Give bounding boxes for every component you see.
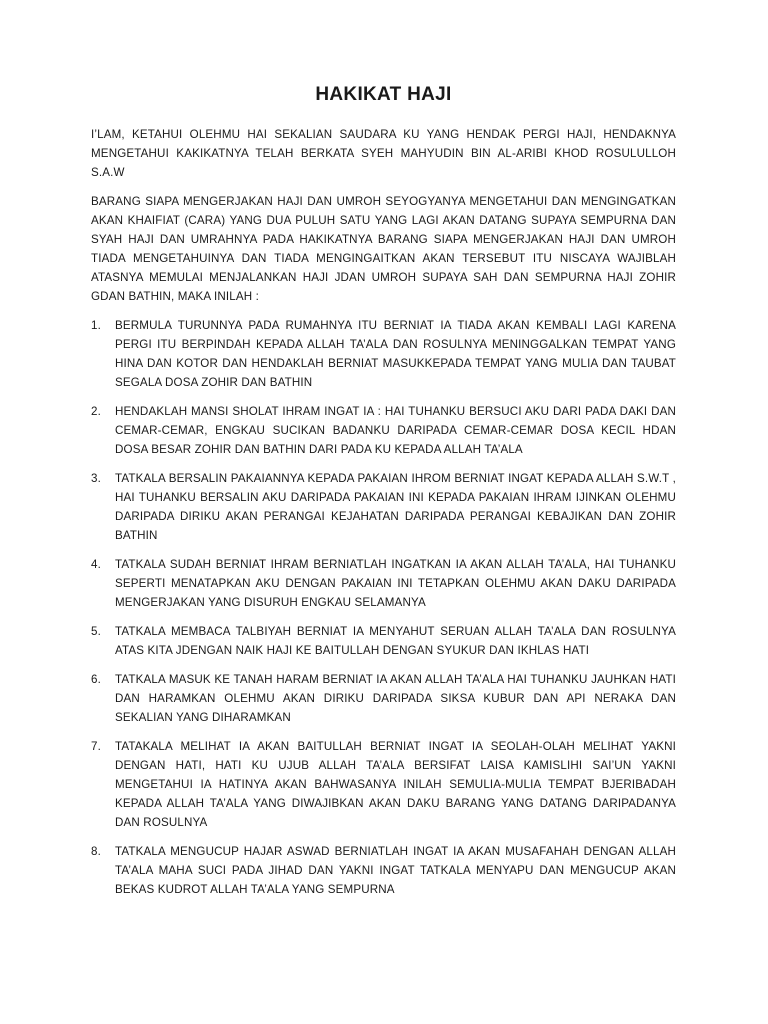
list-item xyxy=(91,670,676,727)
list-item-number: 7. xyxy=(91,740,101,753)
list-item-text: BERMULA TURUNNYA PADA RUMAHNYA ITU BERNIAT IA TIADA AKAN KEMBALI LAGI KARENA PERGI ITU BERPINDAH KEPADA ALLAH TA’ALA DAN ROSULNYA MENINGGALKAN TEMPAT YANG HINA DAN KOTOR DAN HENDAKLAH BERNIAT MASUKKEPADA TEMPAT YANG MULIA DAN TAUBAT SEGALA DOSA ZOHIR DAN BATHIN xyxy=(115,319,676,389)
list-item-number: 1. xyxy=(91,319,101,332)
list-item-text: TATKALA MEMBACA TALBIYAH BERNIAT IA MENYAHUT SERUAN ALLAH TA’ALA DAN ROSULNYA ATAS KITA JDENGAN NAIK HAJI KE BAITULLAH DENGAN SYUKUR DAN IKHLAS HATI xyxy=(115,625,676,657)
body-paragraph: BARANG SIAPA MENGERJAKAN HAJI DAN UMROH SEYOGYANYA MENGETAHUI DAN MENGINGATKAN AKAN KHAIFIAT (CARA) YANG DUA PULUH SATU YANG LAGI AKAN DATANG SUPAYA SEMPURNA DAN SYAH HAJI DAN UMRAHNYA PADA HAKIKATNYA BARANG SIAPA MENGERJAKAN HAJI DAN UMROH TIADA MENGETAHUINYA DAN TIADA MENGINGAITKAN AKAN TERSEBUT ITU NISCAYA WAJIBLAH ATASNYA MEMULAI MENJALANKAN HAJI JDAN UMROH SUPAYA SAH DAN SEMPURNA HAJI ZOHIR GDAN BATHIN, MAKA INILAH : xyxy=(91,195,676,303)
list-item-number: 5. xyxy=(91,625,101,638)
list-item-text: TATKALA SUDAH BERNIAT IHRAM BERNIATLAH INGATKAN IA AKAN ALLAH TA’ALA, HAI TUHANKU SEPERTI MENATAPKAN AKU DENGAN PAKAIAN INI TETAPKAN OLEHMU AKAN DAKU DARIPADA MENGERJAKAN YANG DISURUH ENGKAU SELAMANYA xyxy=(115,558,676,609)
list-item-number: 3. xyxy=(91,472,101,485)
list-item xyxy=(91,402,676,459)
list-item xyxy=(91,316,676,392)
list-item-text: TATAKALA MELIHAT IA AKAN BAITULLAH BERNIAT INGAT IA SEOLAH-OLAH MELIHAT YAKNI DENGAN HATI, HATI KU UJUB ALLAH TA’ALA BERSIFAT LAISA KAMISLIHI SAI’UN YAKNI MENGETAHUI IA HATINYA AKAN BAHWASANYA INILAH SEMULIA-MULIA TEMPAT BJERIBADAH KEPADA ALLAH TA’ALA YANG DIWAJIBKAN AKAN DAKU BARANG YANG DATANG DARIPADANYA DAN ROSULNYA xyxy=(115,740,676,829)
list-item xyxy=(91,842,676,899)
list-item-text: TATKALA MASUK KE TANAH HARAM BERNIAT IA AKAN ALLAH TA’ALA HAI TUHANKU JAUHKAN HATI DAN HARAMKAN OLEHMU AKAN DIRIKU DARIPADA SIKSA KUBUR DAN API NERAKA DAN SEKALIAN YANG DIHARAMKAN xyxy=(115,673,676,724)
list-item-number: 8. xyxy=(91,845,101,858)
list-item xyxy=(91,622,676,660)
list-item-number: 6. xyxy=(91,673,101,686)
list-item xyxy=(91,737,676,832)
list-item xyxy=(91,469,676,545)
numbered-list xyxy=(91,316,676,899)
intro-paragraph: I’LAM, KETAHUI OLEHMU HAI SEKALIAN SAUDARA KU YANG HENDAK PERGI HAJI, HENDAKNYA MENGETAHUI KAKIKATNYA TELAH BERKATA SYEH MAHYUDIN BIN AL-ARIBI KHOD ROSULULLOH S.A.W xyxy=(91,128,676,179)
list-item-text: HENDAKLAH MANSI SHOLAT IHRAM INGAT IA : HAI TUHANKU BERSUCI AKU DARI PADA DAKI DAN CEMAR-CEMAR, ENGKAU SUCIKAN BADANKU DARIPADA CEMAR-CEMAR DOSA KECIL HDAN DOSA BESAR ZOHIR DAN BATHIN DARI PADA KU KEPADA ALLAH TA’ALA xyxy=(115,405,676,456)
page-title: HAKIKAT HAJI xyxy=(315,84,452,105)
list-item-number: 4. xyxy=(91,558,101,571)
list-item-text: TATKALA BERSALIN PAKAIANNYA KEPADA PAKAIAN IHROM BERNIAT INGAT KEPADA ALLAH S.W.T , HAI TUHANKU BERSALIN AKU DARIPADA PAKAIAN INI KEPADA PAKAIAN IHRAM IJINKAN OLEHMU DARIPADA DIRIKU AKAN PERANGAI KEJAHATAN DARIPADA PERANGAI KEBAJIKAN DAN ZOHIR BATHIN xyxy=(115,472,676,542)
list-item-text: TATKALA MENGUCUP HAJAR ASWAD BERNIATLAH INGAT IA AKAN MUSAFAHAH DENGAN ALLAH TA’ALA MAHA SUCI PADA JIHAD DAN YAKNI INGAT TATKALA MENYAPU DAN MENGUCUP AKAN BEKAS KUDROT ALLAH TA’ALA YANG SEMPURNA xyxy=(115,845,676,896)
list-item-number: 2. xyxy=(91,405,101,418)
list-item xyxy=(91,555,676,612)
